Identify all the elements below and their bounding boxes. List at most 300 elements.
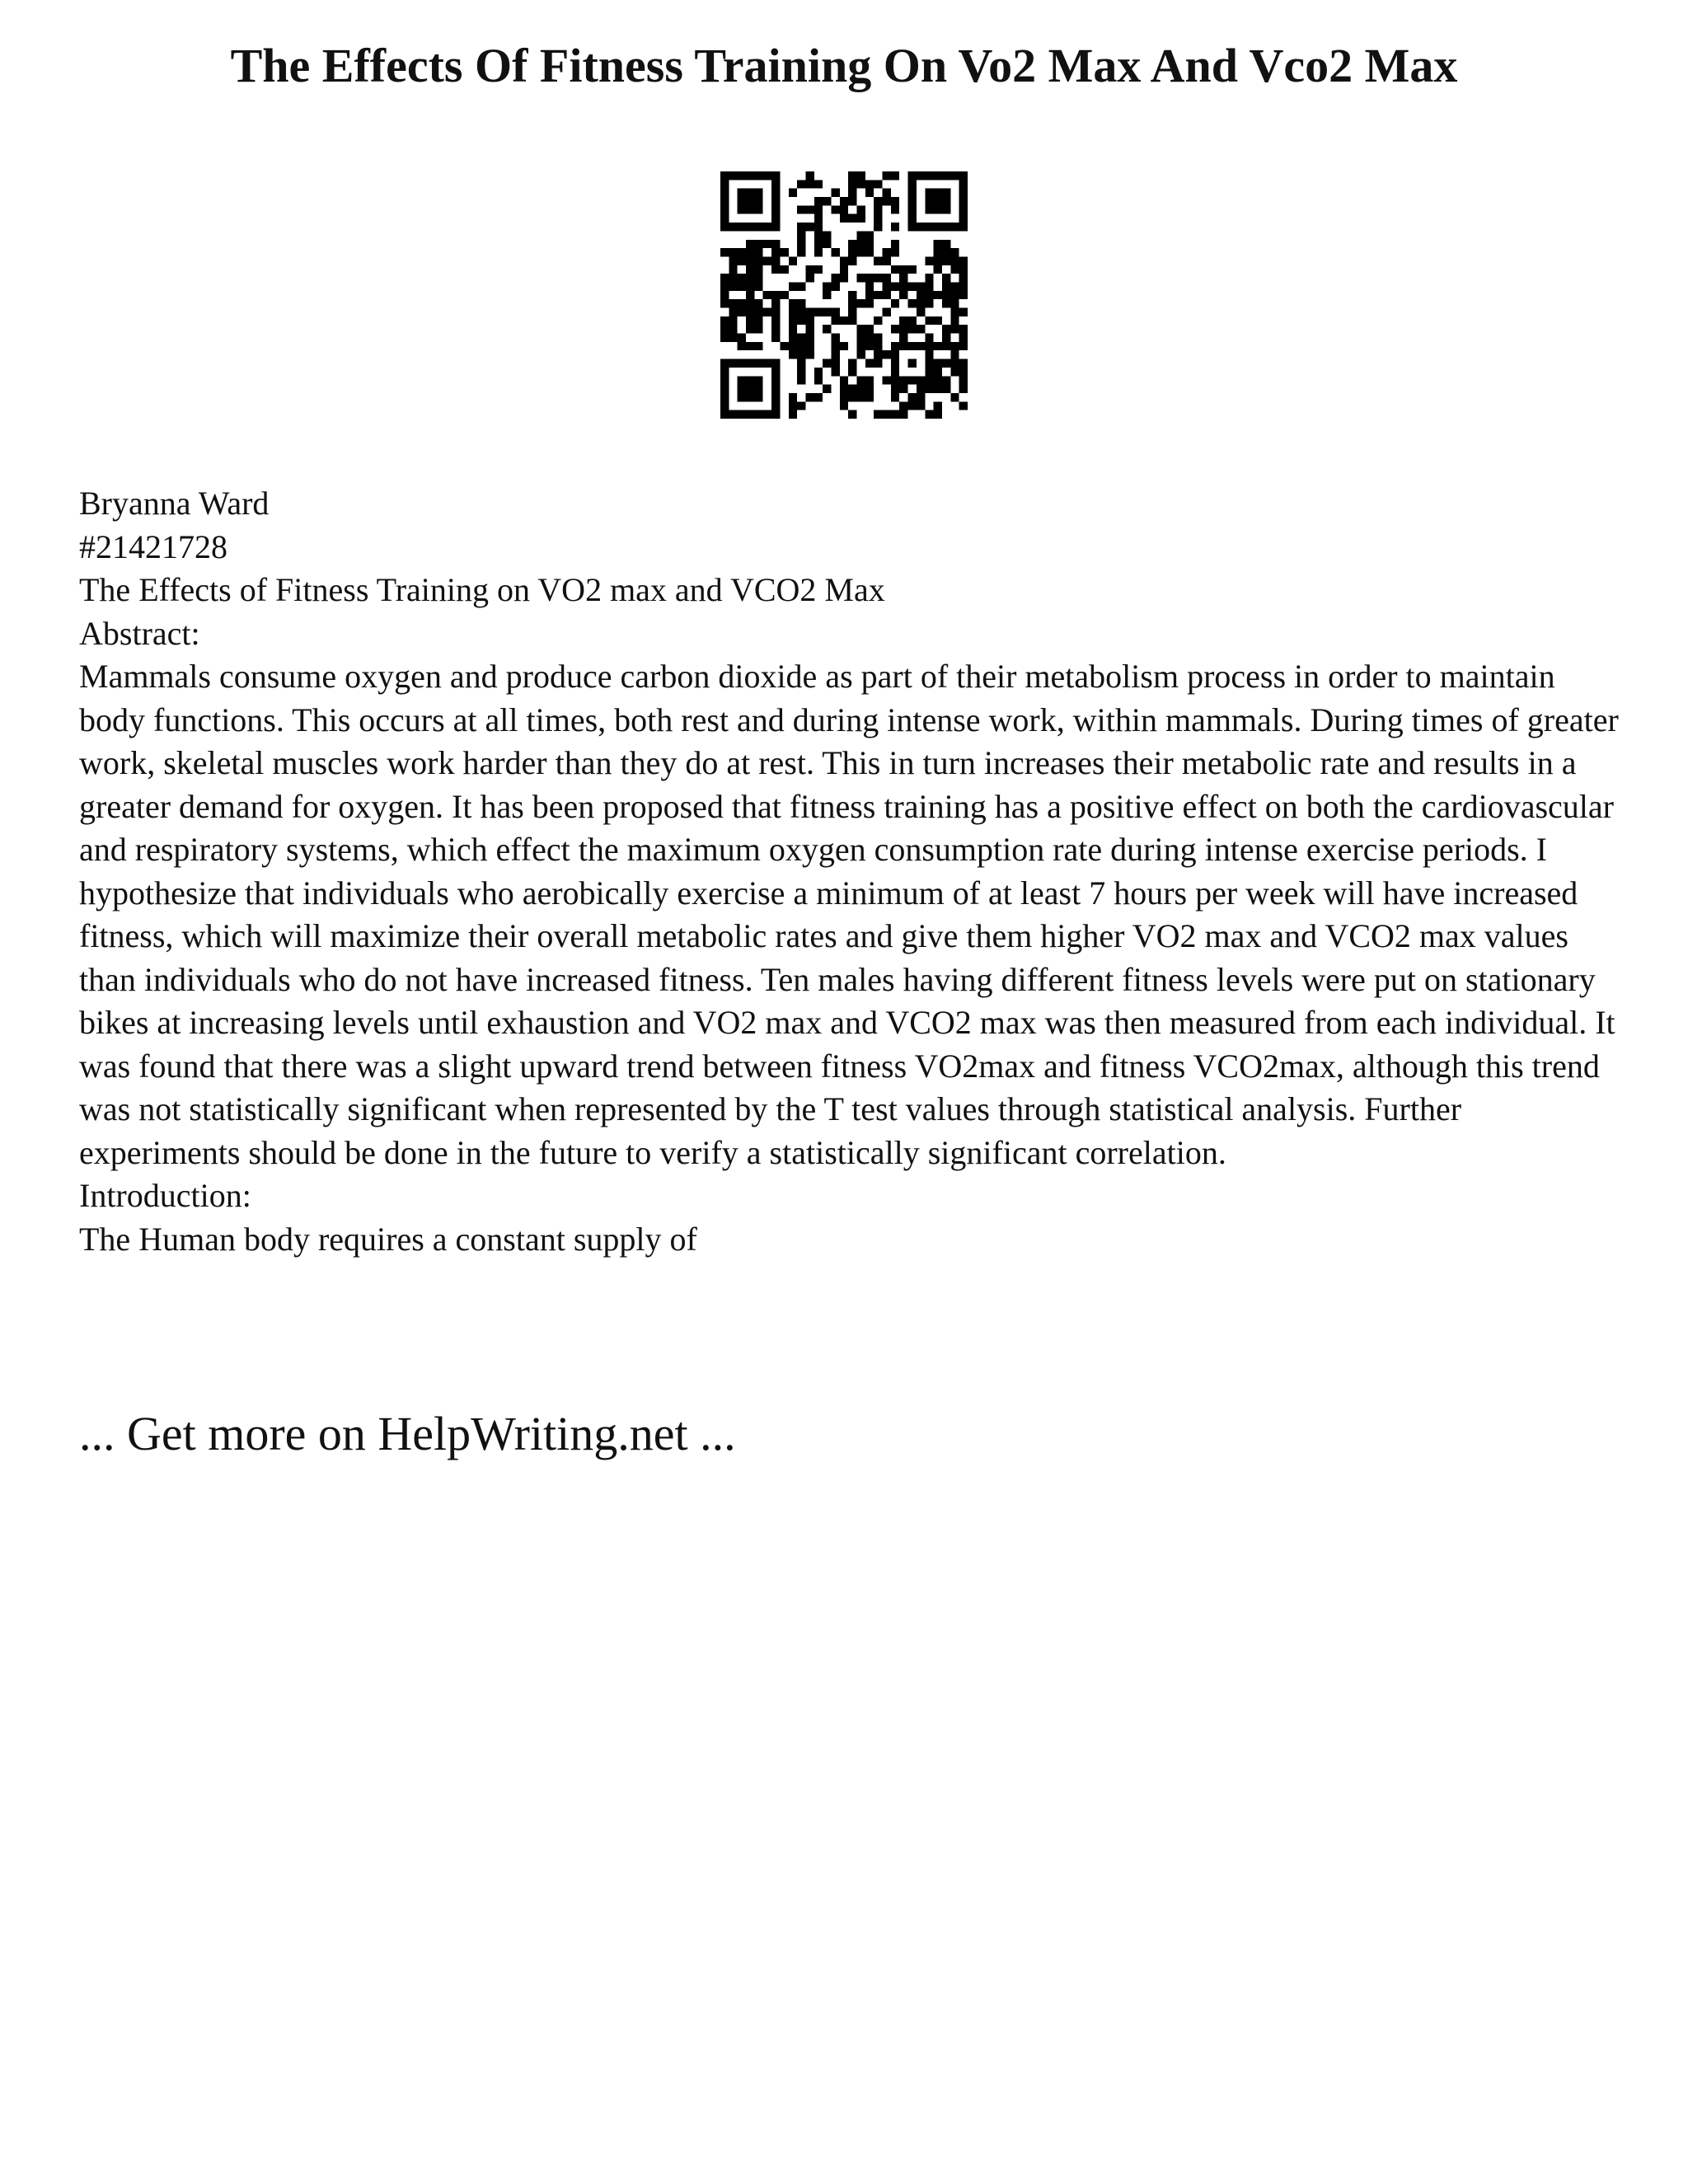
qr-module xyxy=(917,299,925,307)
qr-module xyxy=(934,265,942,274)
qr-module xyxy=(814,214,823,223)
qr-module xyxy=(865,291,874,299)
qr-module xyxy=(763,410,771,419)
qr-module xyxy=(865,231,874,239)
qr-module xyxy=(917,325,925,333)
qr-module xyxy=(831,342,839,350)
qr-module xyxy=(899,410,907,419)
qr-module xyxy=(925,282,933,290)
qr-module xyxy=(891,350,899,359)
qr-module xyxy=(763,171,771,180)
qr-module xyxy=(950,342,959,350)
qr-module xyxy=(746,223,754,231)
qr-module xyxy=(925,189,933,197)
qr-module xyxy=(865,342,874,350)
qr-module xyxy=(857,342,865,350)
abstract-text: Mammals consume oxygen and produce carbon dioxide as part of their metabolism process in order to maintain body functions. This occurs at all times, both rest and during intense work, within mammals. During times of greater work, skeletal muscles work harder than they do at rest. This in turn increases their metabolic rate and results in a greater demand for oxygen. It has been proposed that fitness training has a positive effect on both the cardiovascular and respiratory systems, which effect the maximum oxygen consumption rate during intense exercise periods. I hypothesize that individuals who aerobically exercise a minimum of at least 7 hours per week will have increased fitness, which will maximize their overall metabolic rates and give them higher VO2 max and VCO2 max values than individuals who do not have increased fitness. Ten males having different fitness levels were put on stationary bikes at increasing levels until exhaustion and VO2 max and VCO2 max was then measured from each individual. It was found that there was a slight upward trend between fitness VO2max and fitness VCO2max, although this trend was not statistically significant when represented by the T test values through statistical analysis. Further experiments should be done in the future to verify a statistically significant correlation. xyxy=(79,658,1619,1171)
qr-module xyxy=(959,385,968,393)
qr-module xyxy=(925,350,933,359)
qr-module xyxy=(848,368,856,376)
qr-module xyxy=(805,265,814,274)
qr-module xyxy=(942,256,950,265)
qr-module xyxy=(959,308,968,316)
qr-module xyxy=(908,282,917,290)
qr-module xyxy=(883,171,891,180)
qr-module xyxy=(823,291,831,299)
qr-module xyxy=(908,401,917,410)
qr-module xyxy=(899,316,907,325)
qr-module xyxy=(840,316,848,325)
qr-module xyxy=(942,223,950,231)
qr-module xyxy=(771,299,780,307)
qr-module xyxy=(857,299,865,307)
qr-module xyxy=(891,368,899,376)
qr-module xyxy=(874,274,882,282)
qr-module xyxy=(917,385,925,393)
qr-module xyxy=(899,291,907,299)
qr-module xyxy=(805,342,814,350)
qr-module xyxy=(950,299,959,307)
qr-module xyxy=(874,256,882,265)
qr-module xyxy=(908,171,917,180)
qr-module xyxy=(857,248,865,256)
qr-module xyxy=(738,205,746,213)
qr-module xyxy=(934,256,942,265)
qr-module xyxy=(738,256,746,265)
qr-module xyxy=(729,265,737,274)
qr-module xyxy=(805,308,814,316)
qr-module xyxy=(959,334,968,342)
qr-module xyxy=(959,401,968,410)
qr-module xyxy=(848,385,856,393)
qr-module xyxy=(805,334,814,342)
qr-module xyxy=(763,291,771,299)
qr-module xyxy=(831,205,839,213)
qr-module xyxy=(720,214,729,223)
qr-module xyxy=(771,376,780,384)
qr-module xyxy=(840,385,848,393)
qr-module xyxy=(797,350,805,359)
qr-module xyxy=(738,385,746,393)
qr-module xyxy=(959,376,968,384)
qr-module xyxy=(771,291,780,299)
qr-module xyxy=(883,282,891,290)
qr-module xyxy=(797,248,805,256)
qr-module xyxy=(746,316,754,325)
qr-module xyxy=(789,282,797,290)
qr-module xyxy=(771,393,780,401)
qr-module xyxy=(959,223,968,231)
qr-module xyxy=(729,223,737,231)
qr-module xyxy=(754,274,762,282)
qr-module xyxy=(797,376,805,384)
qr-module xyxy=(959,282,968,290)
qr-module xyxy=(738,248,746,256)
qr-module xyxy=(729,325,737,333)
qr-module xyxy=(934,401,942,410)
qr-module xyxy=(746,256,754,265)
qr-module xyxy=(883,376,891,384)
qr-module xyxy=(942,376,950,384)
qr-module xyxy=(865,248,874,256)
qr-module xyxy=(899,385,907,393)
qr-module xyxy=(908,223,917,231)
qr-module xyxy=(891,359,899,368)
qr-module xyxy=(720,291,729,299)
qr-module xyxy=(857,376,865,384)
qr-module xyxy=(950,256,959,265)
qr-module xyxy=(857,274,865,282)
qr-module xyxy=(814,197,823,205)
qr-module xyxy=(720,385,729,393)
qr-module xyxy=(848,197,856,205)
qr-module xyxy=(917,223,925,231)
qr-module xyxy=(934,385,942,393)
qr-module xyxy=(823,359,831,368)
qr-module xyxy=(771,256,780,265)
qr-module xyxy=(883,189,891,197)
qr-module xyxy=(720,180,729,188)
qr-module xyxy=(720,359,729,368)
qr-module xyxy=(789,401,797,410)
qr-module xyxy=(891,197,899,205)
qr-module xyxy=(823,325,831,333)
qr-module xyxy=(746,291,754,299)
abstract-heading: Abstract: xyxy=(79,614,200,652)
qr-module xyxy=(934,189,942,197)
qr-module xyxy=(857,171,865,180)
qr-module xyxy=(840,265,848,274)
qr-module xyxy=(805,180,814,188)
qr-module xyxy=(942,171,950,180)
qr-module xyxy=(857,180,865,188)
paper-title: The Effects of Fitness Training on VO2 max and VCO2 Max xyxy=(79,571,885,608)
qr-module xyxy=(874,359,882,368)
qr-module xyxy=(908,197,917,205)
qr-module xyxy=(754,205,762,213)
qr-module xyxy=(797,342,805,350)
qr-module xyxy=(857,325,865,333)
qr-module xyxy=(950,171,959,180)
qr-module xyxy=(805,325,814,333)
qr-module xyxy=(908,316,917,325)
qr-module xyxy=(831,316,839,325)
qr-module xyxy=(738,223,746,231)
qr-module xyxy=(814,240,823,248)
qr-module xyxy=(771,359,780,368)
qr-module xyxy=(942,197,950,205)
qr-module xyxy=(771,223,780,231)
qr-module xyxy=(942,385,950,393)
qr-module xyxy=(925,256,933,265)
qr-module xyxy=(925,316,933,325)
qr-module xyxy=(908,265,917,274)
qr-module xyxy=(831,308,839,316)
qr-module xyxy=(950,282,959,290)
qr-module xyxy=(754,189,762,197)
qr-code-icon[interactable] xyxy=(720,171,968,419)
qr-module xyxy=(865,393,874,401)
qr-module xyxy=(738,197,746,205)
qr-module xyxy=(754,299,762,307)
qr-module xyxy=(891,342,899,350)
qr-module xyxy=(925,342,933,350)
qr-module xyxy=(746,197,754,205)
qr-module xyxy=(738,171,746,180)
qr-module xyxy=(720,197,729,205)
qr-module xyxy=(771,316,780,325)
qr-module xyxy=(917,393,925,401)
qr-module xyxy=(746,240,754,248)
qr-module xyxy=(789,334,797,342)
qr-module xyxy=(771,308,780,316)
qr-module xyxy=(754,282,762,290)
qr-module xyxy=(891,385,899,393)
qr-module xyxy=(746,274,754,282)
qr-module xyxy=(831,350,839,359)
qr-module xyxy=(857,350,865,359)
qr-module xyxy=(771,171,780,180)
qr-module xyxy=(942,274,950,282)
qr-module xyxy=(891,393,899,401)
qr-module xyxy=(865,299,874,307)
qr-module xyxy=(942,359,950,368)
qr-module xyxy=(959,265,968,274)
qr-module xyxy=(814,376,823,384)
qr-module xyxy=(840,197,848,205)
qr-module xyxy=(729,256,737,265)
qr-module xyxy=(874,205,882,213)
qr-module xyxy=(908,189,917,197)
qr-module xyxy=(942,240,950,248)
qr-module xyxy=(925,410,933,419)
qr-module xyxy=(780,291,788,299)
qr-module xyxy=(848,214,856,223)
qr-module xyxy=(925,171,933,180)
qr-module xyxy=(934,359,942,368)
qr-module xyxy=(925,291,933,299)
qr-module xyxy=(925,359,933,368)
qr-module xyxy=(771,189,780,197)
qr-module xyxy=(746,410,754,419)
qr-module xyxy=(891,205,899,213)
qr-module xyxy=(797,299,805,307)
qr-module xyxy=(720,393,729,401)
qr-module xyxy=(729,274,737,282)
qr-module xyxy=(754,316,762,325)
qr-module xyxy=(729,171,737,180)
qr-module xyxy=(763,240,771,248)
qr-module xyxy=(789,342,797,350)
qr-module xyxy=(780,248,788,256)
qr-module xyxy=(729,334,737,342)
qr-module xyxy=(780,265,788,274)
qr-module xyxy=(874,334,882,342)
qr-module xyxy=(754,359,762,368)
author-name: Bryanna Ward xyxy=(79,485,270,522)
qr-module xyxy=(789,256,797,265)
qr-module xyxy=(857,214,865,223)
qr-module xyxy=(720,205,729,213)
qr-module xyxy=(934,291,942,299)
qr-module xyxy=(720,299,729,307)
qr-module xyxy=(771,197,780,205)
qr-module xyxy=(865,385,874,393)
qr-module xyxy=(814,231,823,239)
qr-module xyxy=(865,334,874,342)
qr-module xyxy=(789,308,797,316)
qr-module xyxy=(720,334,729,342)
qr-module xyxy=(805,350,814,359)
qr-module xyxy=(789,189,797,197)
qr-module xyxy=(908,393,917,401)
qr-module xyxy=(738,189,746,197)
qr-module xyxy=(950,265,959,274)
qr-module xyxy=(959,171,968,180)
qr-module xyxy=(771,334,780,342)
qr-module xyxy=(899,334,907,342)
qr-module xyxy=(754,240,762,248)
qr-module xyxy=(942,189,950,197)
qr-module xyxy=(883,308,891,316)
qr-module xyxy=(797,282,805,290)
qr-module xyxy=(754,342,762,350)
qr-module xyxy=(797,223,805,231)
qr-module xyxy=(763,223,771,231)
qr-module xyxy=(720,376,729,384)
qr-module xyxy=(797,205,805,213)
qr-module xyxy=(831,282,839,290)
qr-module xyxy=(848,189,856,197)
qr-module xyxy=(891,265,899,274)
qr-module xyxy=(899,274,907,282)
qr-module xyxy=(848,180,856,188)
qr-module xyxy=(874,180,882,188)
qr-module xyxy=(883,248,891,256)
qr-module xyxy=(763,256,771,265)
document-body xyxy=(79,482,1629,1261)
qr-module xyxy=(746,189,754,197)
qr-module xyxy=(959,189,968,197)
qr-module xyxy=(934,376,942,384)
qr-module xyxy=(720,282,729,290)
qr-module xyxy=(814,180,823,188)
qr-module xyxy=(754,265,762,274)
qr-module xyxy=(874,291,882,299)
qr-module xyxy=(959,325,968,333)
qr-module xyxy=(789,316,797,325)
qr-module xyxy=(754,393,762,401)
qr-module xyxy=(720,274,729,282)
qr-module xyxy=(959,359,968,368)
qr-module xyxy=(848,316,856,325)
qr-module xyxy=(950,325,959,333)
qr-module xyxy=(840,393,848,401)
qr-module xyxy=(891,240,899,248)
qr-module xyxy=(720,171,729,180)
qr-module xyxy=(840,274,848,282)
qr-module xyxy=(865,282,874,290)
qr-module xyxy=(771,240,780,248)
qr-module xyxy=(959,291,968,299)
qr-module xyxy=(720,316,729,325)
qr-module xyxy=(797,180,805,188)
qr-module xyxy=(823,385,831,393)
qr-module xyxy=(771,401,780,410)
qr-module xyxy=(908,342,917,350)
qr-module xyxy=(805,171,814,180)
qr-module xyxy=(883,291,891,299)
student-id: #21421728 xyxy=(79,527,227,565)
qr-module xyxy=(831,248,839,256)
qr-module xyxy=(891,223,899,231)
qr-module xyxy=(891,299,899,307)
qr-module xyxy=(848,393,856,401)
qr-module xyxy=(823,308,831,316)
qr-module xyxy=(874,214,882,223)
qr-module xyxy=(959,368,968,376)
qr-module xyxy=(934,197,942,205)
qr-module xyxy=(934,368,942,376)
qr-module xyxy=(738,308,746,316)
helpwriting-link[interactable]: ... Get more on HelpWriting.net ... xyxy=(79,1407,736,1460)
qr-module xyxy=(746,265,754,274)
qr-module xyxy=(797,240,805,248)
qr-module xyxy=(814,368,823,376)
qr-module xyxy=(805,223,814,231)
qr-module xyxy=(831,189,839,197)
qr-module xyxy=(720,368,729,376)
qr-module xyxy=(738,299,746,307)
qr-module xyxy=(746,171,754,180)
qr-module xyxy=(959,205,968,213)
qr-module xyxy=(789,350,797,359)
qr-module xyxy=(857,231,865,239)
qr-module xyxy=(874,342,882,350)
qr-module xyxy=(925,368,933,376)
qr-module xyxy=(738,334,746,342)
qr-module xyxy=(950,350,959,359)
introduction-text: The Human body requires a constant supply of xyxy=(79,1220,697,1258)
qr-module xyxy=(934,248,942,256)
qr-module xyxy=(797,334,805,342)
document-title: The Effects Of Fitness Training On Vo2 Max And Vco2 Max xyxy=(230,39,1458,92)
qr-module xyxy=(891,171,899,180)
qr-module xyxy=(917,171,925,180)
qr-module xyxy=(746,342,754,350)
qr-module xyxy=(925,299,933,307)
qr-module xyxy=(865,376,874,384)
qr-module xyxy=(925,376,933,384)
qr-module xyxy=(805,316,814,325)
qr-module xyxy=(959,342,968,350)
qr-module xyxy=(738,274,746,282)
qr-module xyxy=(899,342,907,350)
qr-module xyxy=(874,410,882,419)
qr-module xyxy=(738,376,746,384)
qr-module xyxy=(891,410,899,419)
qr-module xyxy=(908,299,917,307)
qr-module xyxy=(857,393,865,401)
qr-module xyxy=(950,223,959,231)
qr-module xyxy=(805,393,814,401)
qr-module xyxy=(857,334,865,342)
qr-module xyxy=(848,171,856,180)
qr-module xyxy=(831,274,839,282)
qr-module xyxy=(891,248,899,256)
qr-module xyxy=(874,350,882,359)
qr-module xyxy=(942,334,950,342)
